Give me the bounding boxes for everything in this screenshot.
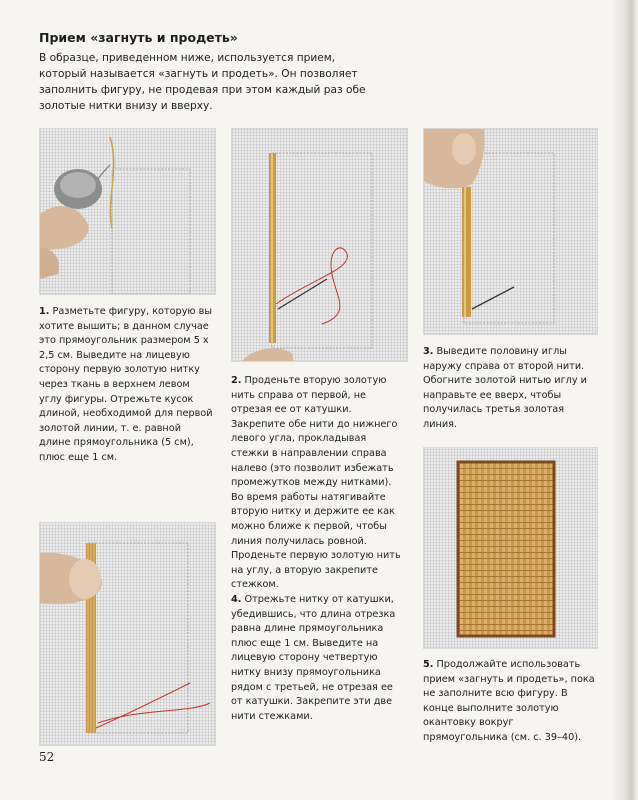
step-3-body: Выведите половину иглы наружу справа от второй нити. Обогните золотой нитью иглу и направьте ее вверх, чтобы получилась третья золотая линия. — [423, 346, 587, 430]
step-2-body: Проденьте вторую золотую нить справа от первой, не отрезая ее от катушки. Закрепите обе нити до нижнего левого угла, прокладывая стежки в направлении справа налево (это позволит избежать промежутков между нитками). Во время работы натягивайте вторую нитку и держите ее как можно ближе к первой, чтобы линия получилась ровной. Проденьте первую золотую нить на углу, а вторую закрепите стежком. — [231, 375, 401, 591]
step-3-text — [423, 345, 596, 433]
photo-step-1 — [39, 128, 216, 295]
page-binding-shadow — [612, 0, 638, 800]
step-4-text — [231, 593, 406, 724]
photo-step-4 — [39, 522, 216, 746]
photo-step-2 — [231, 128, 408, 362]
step-5-text — [423, 658, 598, 746]
step-5-number: 5. — [423, 659, 434, 670]
step-1-number: 1. — [39, 306, 50, 317]
step-1-body: Разметьте фигуру, которую вы хотите вышить; в данном случае это прямоугольник размером 5 х 2,5 см. Выведите на лицевую сторону первую золотую нитку через ткань в верхнем левом углу фигуры. Отрежьте кусок длиной, необходимой для первой золотой линии, т. е. равной длине прямоугольника (5 см), плюс еще 1 см. — [39, 306, 213, 463]
step-5-body: Продолжайте использовать прием «загнуть и продеть», пока не заполните всю фигуру. В конце выполните золотую окантовку вокруг прямоугольника (см. с. 39–40). — [423, 659, 595, 743]
intro-paragraph: В образце, приведенном ниже, используется прием, который называется «загнуть и продеть». Он позволяет заполнить фигуру, не продевая при этом каждый раз обе золотые нитки внизу и вверху. — [39, 52, 366, 112]
photo-step-3 — [423, 128, 598, 335]
step-2-number: 2. — [231, 375, 242, 386]
step-2-text — [231, 374, 406, 593]
section-title: Прием «загнуть и продеть» — [39, 30, 238, 45]
page-number: 52 — [39, 750, 55, 764]
photo-step-5 — [423, 447, 598, 649]
step-4-number: 4. — [231, 594, 242, 605]
step-3-number: 3. — [423, 346, 434, 357]
step-4-body: Отрежьте нитку от катушки, убедившись, что длина отрезка равна длине прямоугольника плюс еще 1 см. Выведите на лицевую сторону четвертую нитку внизу прямоугольника рядом с третьей, не отрезая ее от катушки. Закрепите эти две нити стежками. — [231, 594, 396, 722]
step-1-text — [39, 305, 214, 466]
